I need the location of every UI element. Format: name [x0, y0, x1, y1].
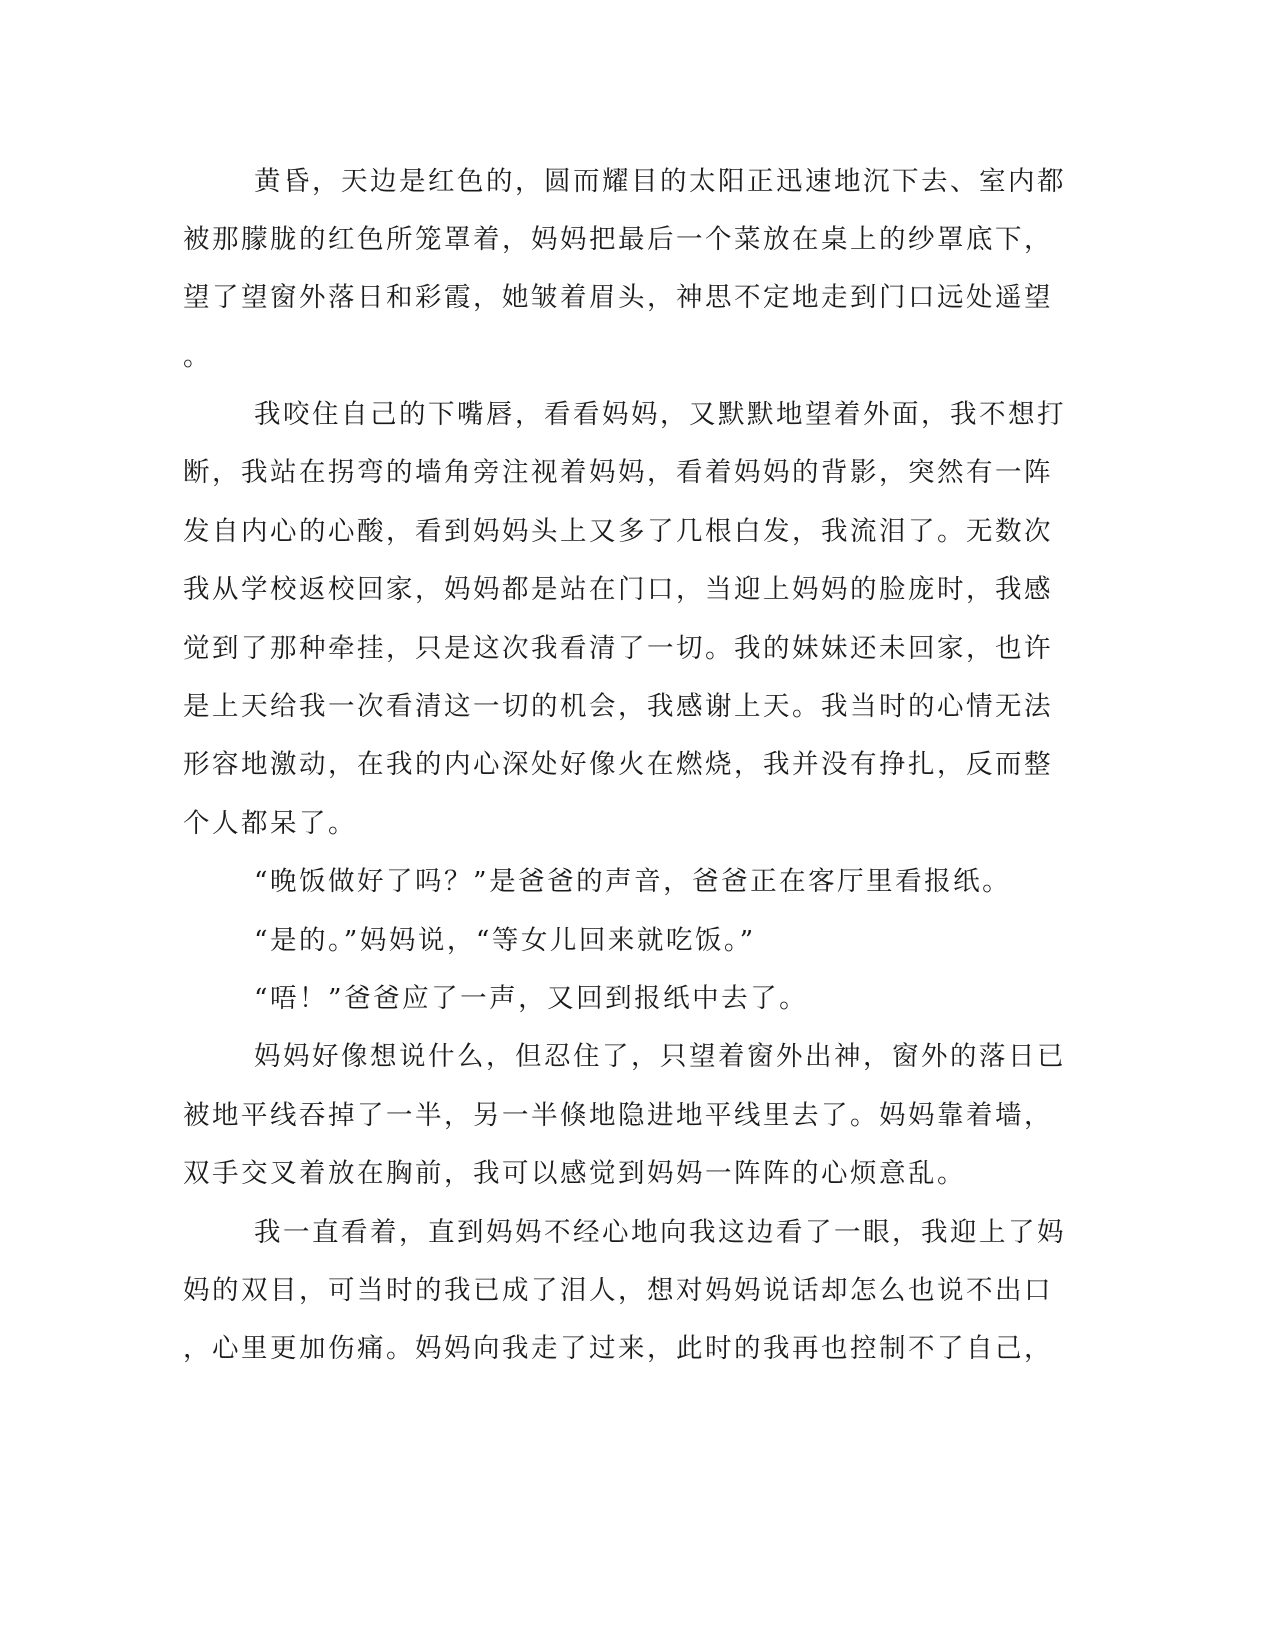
- dialogue-line-2: “是的。”妈妈说，“等女儿回来就吃饭。”: [254, 925, 756, 956]
- paragraph-2-line-7: 形容地激动，在我的内心深处好像火在燃烧，我并没有挣扎，反而整: [183, 749, 1053, 780]
- paragraph-1-line-3: 望了望窗外落日和彩霞，她皱着眉头，神思不定地走到门口远处遥望: [183, 282, 1053, 313]
- paragraph-4-line-1: 我一直看着，直到妈妈不经心地向我这边看了一眼，我迎上了妈: [254, 1217, 1066, 1248]
- paragraph-1-line-2: 被那朦胧的红色所笼罩着，妈妈把最后一个菜放在桌上的纱罩底下，: [183, 224, 1053, 255]
- paragraph-3-line-3: 双手交叉着放在胸前，我可以感觉到妈妈一阵阵的心烦意乱。: [183, 1158, 966, 1189]
- paragraph-2-line-5: 觉到了那种牵挂，只是这次我看清了一切。我的妹妹还未回家，也许: [183, 633, 1053, 664]
- paragraph-3-line-1: 妈妈好像想说什么，但忍住了，只望着窗外出神，窗外的落日已: [254, 1041, 1066, 1072]
- paragraph-3-line-2: 被地平线吞掉了一半，另一半倏地隐进地平线里去了。妈妈靠着墙，: [183, 1100, 1053, 1131]
- dialogue-line-3: “唔！”爸爸应了一声，又回到报纸中去了。: [254, 983, 809, 1014]
- paragraph-1-line-1: 黄昏，天边是红色的，圆而耀目的太阳正迅速地沉下去、室内都: [254, 166, 1066, 197]
- paragraph-2-line-6: 是上天给我一次看清这一切的机会，我感谢上天。我当时的心情无法: [183, 691, 1053, 722]
- paragraph-4-line-3: ，心里更加伤痛。妈妈向我走了过来，此时的我再也控制不了自己，: [183, 1333, 1053, 1364]
- paragraph-2-line-1: 我咬住自己的下嘴唇，看看妈妈，又默默地望着外面，我不想打: [254, 399, 1066, 430]
- dialogue-line-1: “晚饭做好了吗？”是爸爸的声音，爸爸正在客厅里看报纸。: [254, 866, 1012, 897]
- paragraph-1-line-4: 。: [183, 341, 212, 372]
- paragraph-2-line-2: 断，我站在拐弯的墙角旁注视着妈妈，看着妈妈的背影，突然有一阵: [183, 457, 1053, 488]
- paragraph-2-line-3: 发自内心的心酸，看到妈妈头上又多了几根白发，我流泪了。无数次: [183, 516, 1053, 547]
- paragraph-2-line-8: 个人都呆了。: [183, 808, 357, 839]
- paragraph-2-line-4: 我从学校返校回家，妈妈都是站在门口，当迎上妈妈的脸庞时，我感: [183, 574, 1053, 605]
- paragraph-4-line-2: 妈的双目，可当时的我已成了泪人，想对妈妈说话却怎么也说不出口: [183, 1275, 1053, 1306]
